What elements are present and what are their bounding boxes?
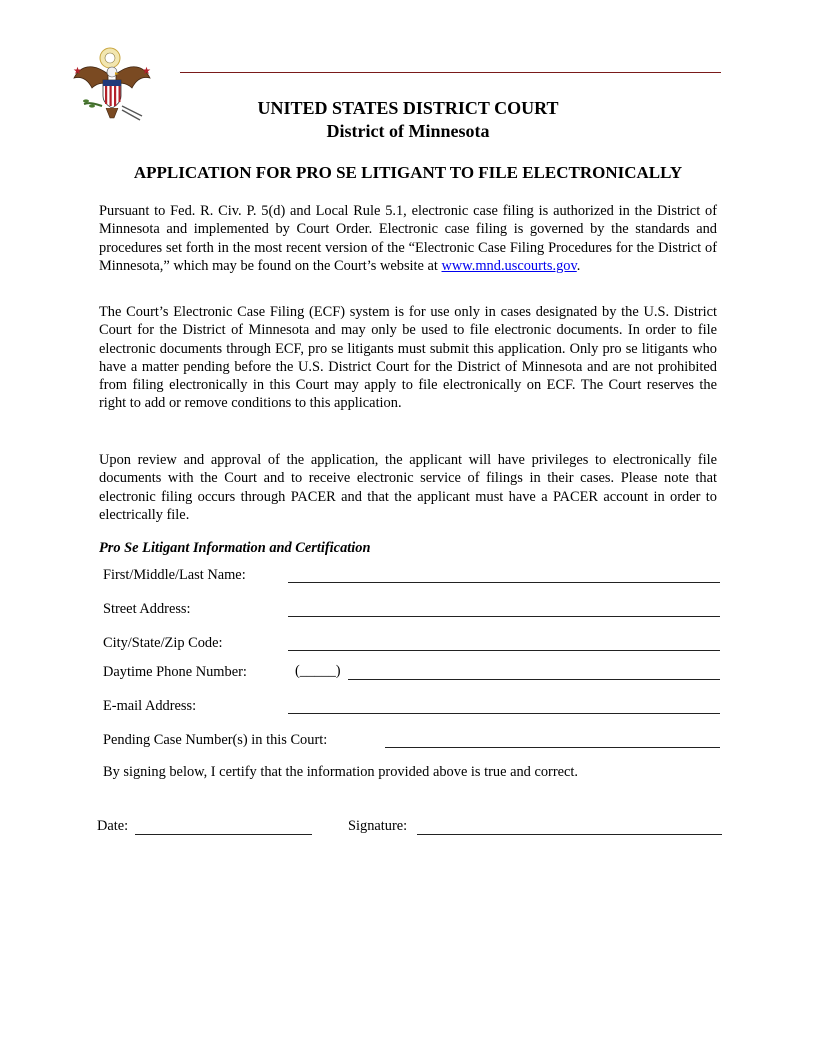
city-label: City/State/Zip Code: (103, 635, 223, 651)
ecf-paragraph: The Court’s Electronic Case Filing (ECF) system is for use only in cases designated by the U.S. District Court for the District of Minnesota and may only be used to file electronic documents. In order to file electronic documents through ECF, pro se litigants must submit this application. Only pro se litigants who have a matter pending before the U.S. District Court for the District of Minnesota and are not prohibited from filing electronically in this Court may apply to file electronically on ECF. The Court reserves the right to add or remove conditions to this application. (99, 304, 717, 412)
svg-text:★: ★ (73, 66, 82, 77)
intro-paragraph (99, 202, 717, 275)
case-number-label: Pending Case Number(s) in this Court: (103, 732, 328, 748)
intro-text: Pursuant to Fed. R. Civ. P. 5(d) and Local Rule 5.1, electronic case filing is authorized in the District of Minnesota and implemented by Court Order. Electronic case filing is governed by the standards and procedures set forth in the most recent version of the “Electronic Case Filing Procedures for the District of Minnesota,” which may be found on the Court’s website at (99, 203, 717, 274)
date-field[interactable] (135, 834, 312, 835)
email-label: E-mail Address: (103, 698, 197, 714)
intro-text-end: . (576, 257, 581, 274)
signature-field[interactable] (417, 834, 722, 835)
case-number-field[interactable] (385, 747, 720, 748)
street-field[interactable] (288, 616, 720, 617)
header-rule (180, 72, 721, 73)
certification-statement: By signing below, I certify that the information provided above is true and correct. (103, 764, 579, 780)
name-label: First/Middle/Last Name: (103, 567, 246, 583)
court-name: UNITED STATES DISTRICT COURT (257, 98, 559, 118)
phone-area-code[interactable]: (_____) (295, 663, 341, 679)
signature-label: Signature: (348, 818, 408, 834)
section-heading: Pro Se Litigant Information and Certification (99, 540, 371, 556)
approval-paragraph: Upon review and approval of the application, the applicant will have privileges to electronically file documents with the Court and to receive electronic service of filings in their cases. Please note that electronic filing occurs through PACER and that the applicant must have a PACER account in order to electrically file. (99, 452, 717, 523)
email-field[interactable] (288, 713, 720, 714)
street-label: Street Address: (103, 601, 191, 617)
name-field[interactable] (288, 582, 720, 583)
date-label: Date: (97, 818, 129, 834)
city-field[interactable] (288, 650, 720, 651)
document-title: APPLICATION FOR PRO SE LITIGANT TO FILE ELECTRONICALLY (133, 163, 683, 182)
district-name: District of Minnesota (326, 121, 490, 141)
phone-field[interactable] (348, 679, 720, 680)
court-website-link[interactable]: www.mnd.uscourts.gov (441, 257, 577, 274)
svg-text:★: ★ (142, 66, 151, 77)
phone-label: Daytime Phone Number: (103, 664, 247, 680)
